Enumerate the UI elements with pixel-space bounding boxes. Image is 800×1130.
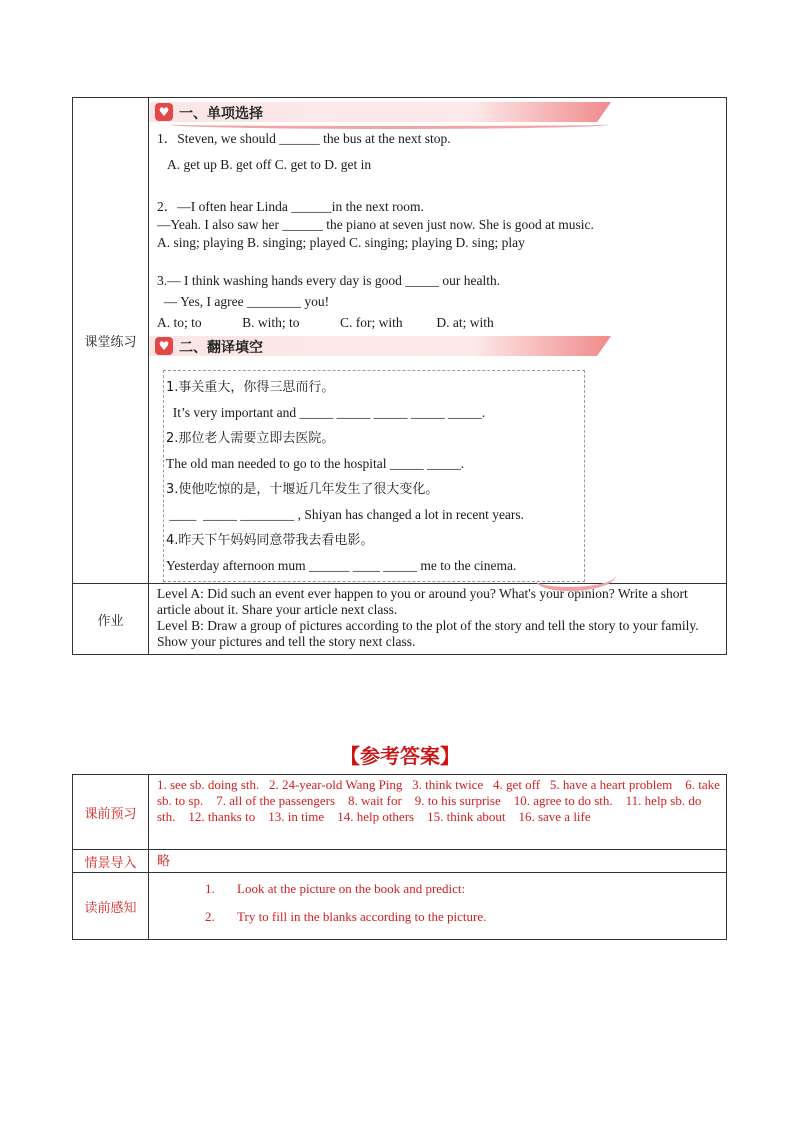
question-options: A. to; to B. with; to C. for; with D. at; with [157, 315, 494, 330]
homework-content [149, 584, 727, 655]
answers-row-label: 情景导入 [73, 850, 149, 873]
translation-zh: 2.那位老人需要立即去医院。 [166, 431, 335, 446]
answers-row-content [149, 873, 727, 940]
answers-row-content: 1. see sb. doing sth. 2. 24-year-old Wang Ping 3. think twice 4. get off 5. have a heart problem 6. take sb. to sp. 7. all of the passengers 8. wait for 9. to his surprise 10. agree to do sth. 11. help sb. do sth. 12. thanks to 13. in time 14. help others 15. think about 16. save a life [149, 775, 727, 850]
answers-row [73, 850, 727, 873]
exercise-label: 课堂练习 [73, 98, 149, 584]
translation-zh: 1.事关重大，你得三思而行。 [166, 380, 335, 395]
question-options: A. sing; playing B. singing; played C. singing; playing D. sing; play [157, 235, 525, 250]
homework-level-a: Level A: Did such an event ever happen to you or around you? What's your opinion? Write a short article about it. Share your article next class. [157, 586, 688, 617]
list-item: 2. Try to fill in the blanks according to the picture. [205, 909, 487, 924]
answers-row-content: 略 [149, 850, 727, 873]
section1-title: 一、单项选择 [179, 106, 263, 122]
question-options: A. get up B. get off C. get to D. get in [167, 157, 372, 172]
answers-row [73, 873, 727, 940]
section1-banner [149, 100, 726, 126]
translation-en: Yesterday afternoon mum ______ ____ _____ me to the cinema. [166, 558, 517, 573]
translation-zh: 4.昨天下午妈妈同意带我去看电影。 [166, 533, 374, 548]
homework-label: 作业 [73, 584, 149, 655]
list-item: 1. Look at the picture on the book and predict: [205, 881, 466, 896]
heart-icon: ♥ [155, 103, 173, 121]
homework-row [73, 584, 727, 655]
translation-en: The old man needed to go to the hospital _____ _____. [166, 456, 465, 471]
homework-level-b: Level B: Draw a group of pictures according to the plot of the story and tell the story to your family. Show your pictures and tell the story next class. [157, 618, 699, 649]
question-2 [157, 198, 726, 252]
answers-row-label: 课前预习 [73, 775, 149, 850]
worksheet-table [72, 97, 727, 655]
answers-table [72, 774, 727, 940]
exercise-content [149, 98, 727, 584]
question-line: 3.— I think washing hands every day is good _____ our health. [157, 273, 501, 288]
section2-title: 二、翻译填空 [179, 340, 263, 356]
translation-zh: 3.使他吃惊的是，十堰近几年发生了很大变化。 [166, 482, 439, 497]
question-1 [157, 130, 726, 174]
exercise-row [73, 98, 727, 584]
answers-title: 【参考答案】 [340, 744, 460, 768]
translation-en: It’s very important and _____ _____ _____ _____ _____. [166, 405, 486, 420]
question-line: — Yes, I agree ________ you! [157, 294, 330, 309]
question-3 [157, 272, 726, 332]
prediction-list [149, 873, 726, 939]
heart-icon: ♥ [155, 337, 173, 355]
question-line: 2．—I often hear Linda ______in the next room. [157, 199, 424, 214]
translation-en: ____ _____ ________ , Shiyan has changed a lot in recent years. [166, 507, 525, 522]
section2-banner [149, 334, 726, 360]
answers-row-label: 读前感知 [73, 873, 149, 940]
question-line: 1．Steven, we should ______ the bus at the next stop. [157, 131, 451, 146]
translation-box [163, 370, 585, 582]
question-line: —Yeah. I also saw her ______ the piano at seven just now. She is good at music. [157, 217, 594, 232]
answers-row [73, 775, 727, 850]
